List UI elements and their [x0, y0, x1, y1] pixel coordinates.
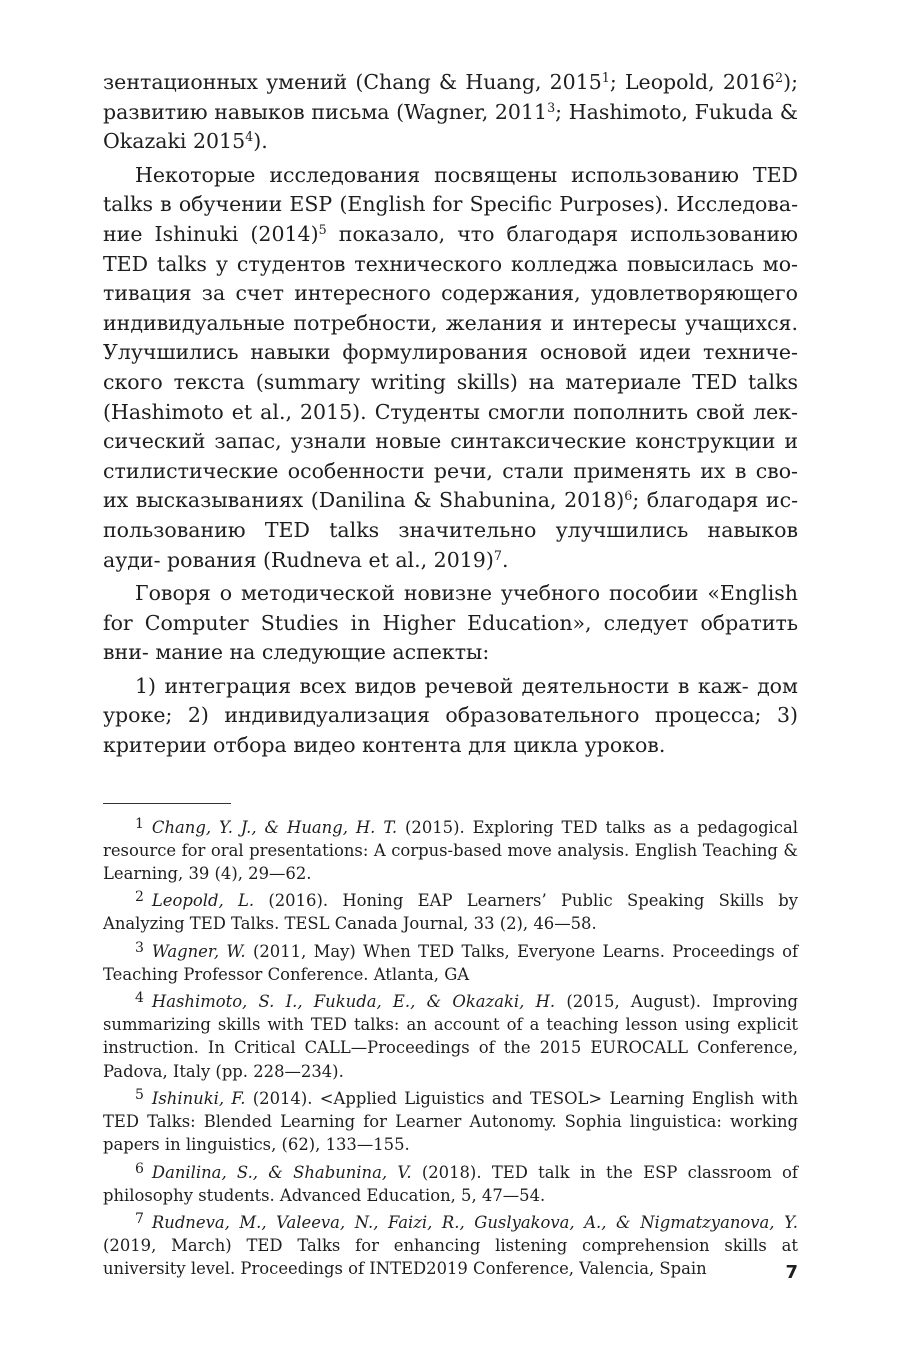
footnote-divider: [103, 803, 231, 804]
paragraph: Говоря о методической новизне учебного пособии «English for Computer Studies in Higher Education», следует обратить вни- мание на следующие аспекты:: [103, 581, 798, 665]
paragraph: 1) интеграция всех видов речевой деятельности в каж- дом уроке; 2) индивидуализация образовательного процесса; 3) критерии отбора видео контента для цикла уроков.: [103, 673, 798, 758]
footnote-ref: 2: [775, 70, 784, 86]
footnote-ref: 3: [547, 99, 556, 115]
footnote-3: 3 Wagner, W. (2011, May) When TED Talks, Everyone Learns. Proceedings of Teaching Professor Conference. Atlanta, GA: [103, 939, 799, 984]
footnote-ref: 6: [624, 488, 633, 504]
footnote-2: 2 Leopold, L. (2016). Honing EAP Learners’ Public Speaking Skills by Analyzing TED Talks. TESL Canada Journal, 33 (2), 46—58.: [103, 889, 799, 934]
footnote-4: 4 Hashimoto, S. I., Fukuda, E., & Okazaki, H. (2015, August). Improving summarizing skills with TED talks: an account of a teaching lesson using explicit instruction. In Critical CALL—Proceedings of the 2015 EUROCALL Conference, Padova, Italy (pp. 228—234).: [103, 990, 798, 1081]
footnote-ref: 4: [245, 129, 254, 145]
footnote-1: 1 Chang, Y. J., & Huang, H. T. (2015). Exploring TED talks as a pedagogical resource for oral presentations: A corpus-based move analysis. English Teaching & Learning, 39 (4), 29—62.: [103, 815, 798, 884]
footnotes: [103, 816, 798, 1281]
footnote-ref: 5: [318, 221, 327, 237]
page: [103, 68, 798, 1285]
page-number: 7: [785, 1262, 798, 1283]
paragraph: зентационных умений (Chang & Huang, 2015$^1$; Leopold, 2016$^2$); развитию навыков письма (Wagner, 2011$^3$; Hashimoto, Fukuda & Okazaki 2015$^4$).: [103, 70, 799, 154]
paragraph: Некоторые исследования посвящены использованию TED talks в обучении ESP (English for Specific Purposes). Исследова- ние Ishinuki $(2014)^5$ показало, что благодаря использованию TED talks у студентов технического колледжа повысилась мо- тивация за счет интересного содержания, удовлетворяющего индивидуальные потребности, желания и интересы учащихся. Улучшились навыки формулирования основой идеи техниче- ского текста (summary writing skills) на материале TED talks (Hashimoto et al., 2015). Студенты смогли пополнить свой лек- сический запас, узнали новые синтаксические конструкции и стилистические особенности речи, стали применять их в сво- их высказываниях (Danilina & Shabunina, 2018)$^6$; благодаря ис- пользованию TED talks значительно улучшились навыков ауди- рования (Rudneva et al., 2019)$^7$.: [103, 162, 798, 572]
footnote-ref: 7: [493, 547, 502, 563]
footnote-5: 5 Ishinuki, F. (2014). <Applied Liguistics and TESOL> Learning English with TED Talks: Blended Learning for Learner Autonomy. Sophia linguistica: working papers in linguistics, (62), 133—155.: [103, 1087, 798, 1155]
footnote-7: 7 Rudneva, M., Valeeva, N., Faizi, R., Guslyakova, A., & Nigmatzyanova, Y. (2019, March) TED Talks for enhancing listening comprehension skills at university level. Proceedings of INTED2019 Conference, Valencia, Spain: [103, 1211, 798, 1279]
main-text: [103, 68, 798, 761]
footnote-ref: 1: [601, 70, 610, 86]
footnote-6: 6 Danilina, S., & Shabunina, V. (2018). TED talk in the ESP classroom of philosophy students. Advanced Education, 5, 47—54.: [103, 1160, 798, 1205]
